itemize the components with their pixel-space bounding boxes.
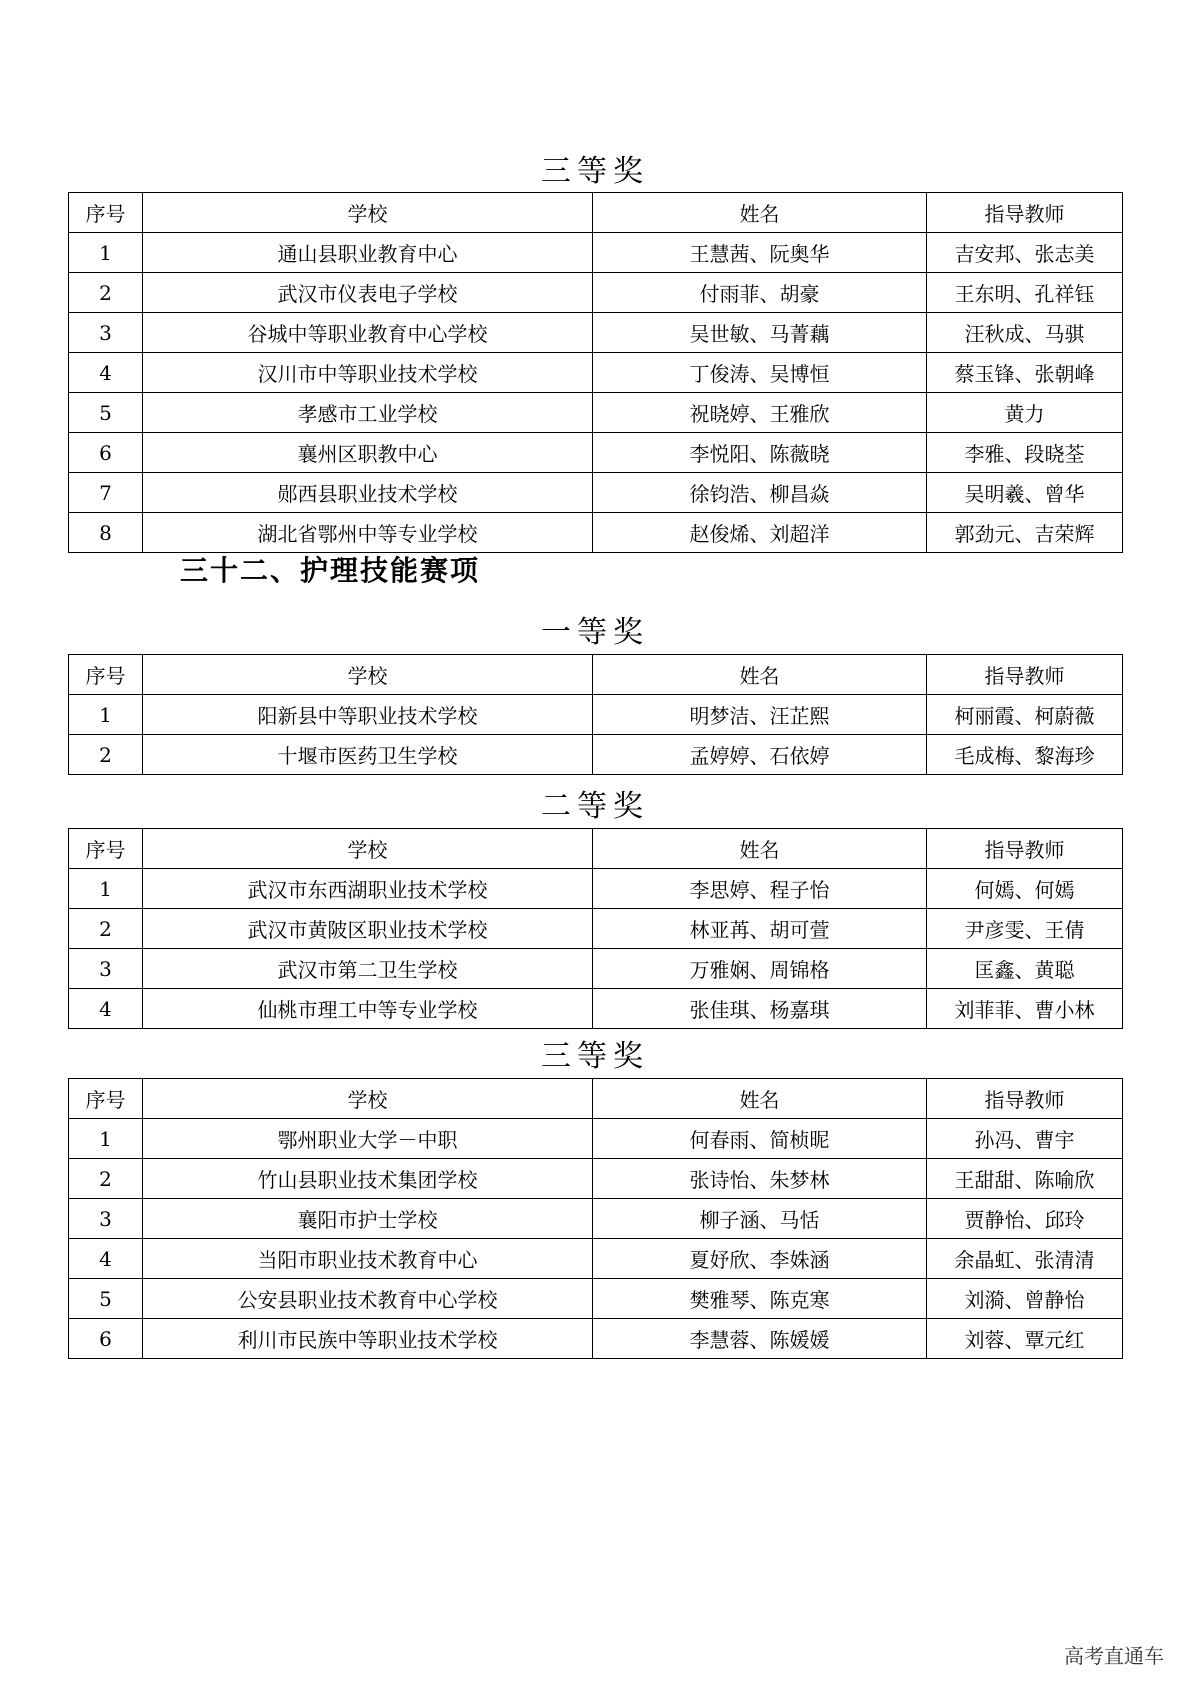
table-body (69, 869, 1123, 1029)
table-row (69, 1279, 1123, 1319)
cell-teacher: 贾静怡、邱玲 (927, 1199, 1123, 1239)
award-table-second (68, 828, 1123, 1029)
cell-name: 万雅娴、周锦格 (593, 949, 927, 989)
prize-title-third: 三等奖 (541, 1039, 649, 1074)
table-row (69, 273, 1123, 313)
cell-no: 2 (69, 1159, 143, 1199)
cell-school: 当阳市职业技术教育中心 (143, 1239, 593, 1279)
table-row (69, 869, 1123, 909)
cell-no: 6 (69, 433, 143, 473)
prize-title-second: 二等奖 (541, 789, 649, 824)
cell-name: 李思婷、程子怡 (593, 869, 927, 909)
cell-teacher: 刘蓉、覃元红 (927, 1319, 1123, 1359)
cell-school: 仙桃市理工中等专业学校 (143, 989, 593, 1029)
table-row (69, 513, 1123, 553)
table-row (69, 1319, 1123, 1359)
cell-no: 8 (69, 513, 143, 553)
cell-name: 李悦阳、陈薇晓 (593, 433, 927, 473)
cell-name: 祝晓婷、王雅欣 (593, 393, 927, 433)
cell-teacher: 郭劲元、吉荣辉 (927, 513, 1123, 553)
cell-name: 孟婷婷、石依婷 (593, 735, 927, 775)
table-row (69, 735, 1123, 775)
table-row (69, 1159, 1123, 1199)
cell-name: 吴世敏、马菁藕 (593, 313, 927, 353)
header-name: 姓名 (593, 655, 927, 695)
cell-teacher: 尹彦雯、王倩 (927, 909, 1123, 949)
cell-no: 7 (69, 473, 143, 513)
cell-no: 1 (69, 1119, 143, 1159)
table-header-row (69, 1079, 1123, 1119)
prize-title-first: 一等奖 (541, 615, 649, 650)
header-no: 序号 (69, 829, 143, 869)
cell-no: 1 (69, 695, 143, 735)
cell-school: 通山县职业教育中心 (143, 233, 593, 273)
cell-name: 王慧茜、阮奥华 (593, 233, 927, 273)
cell-no: 5 (69, 1279, 143, 1319)
cell-no: 4 (69, 353, 143, 393)
cell-name: 张佳琪、杨嘉琪 (593, 989, 927, 1029)
header-name: 姓名 (593, 1079, 927, 1119)
table-row (69, 1199, 1123, 1239)
header-teacher: 指导教师 (927, 829, 1123, 869)
cell-teacher: 李雅、段晓荃 (927, 433, 1123, 473)
cell-teacher: 孙冯、曹宇 (927, 1119, 1123, 1159)
header-school: 学校 (143, 193, 593, 233)
cell-no: 1 (69, 233, 143, 273)
table-row (69, 473, 1123, 513)
header-school: 学校 (143, 829, 593, 869)
cell-teacher: 刘漪、曾静怡 (927, 1279, 1123, 1319)
table-body (69, 233, 1123, 553)
award-table-third-prev (68, 192, 1123, 553)
cell-name: 赵俊烯、刘超洋 (593, 513, 927, 553)
cell-no: 3 (69, 949, 143, 989)
header-name: 姓名 (593, 829, 927, 869)
cell-school: 十堰市医药卫生学校 (143, 735, 593, 775)
table-header-row (69, 193, 1123, 233)
cell-teacher: 汪秋成、马骐 (927, 313, 1123, 353)
cell-teacher: 余晶虹、张清清 (927, 1239, 1123, 1279)
cell-no: 4 (69, 1239, 143, 1279)
award-table-first (68, 654, 1123, 775)
cell-school: 竹山县职业技术集团学校 (143, 1159, 593, 1199)
header-school: 学校 (143, 1079, 593, 1119)
cell-teacher: 黄力 (927, 393, 1123, 433)
section-title: 三十二、护理技能赛项 (180, 554, 481, 587)
cell-school: 襄阳市护士学校 (143, 1199, 593, 1239)
cell-no: 2 (69, 909, 143, 949)
cell-no: 2 (69, 273, 143, 313)
cell-teacher: 王甜甜、陈喻欣 (927, 1159, 1123, 1199)
cell-no: 5 (69, 393, 143, 433)
cell-no: 6 (69, 1319, 143, 1359)
cell-school: 武汉市东西湖职业技术学校 (143, 869, 593, 909)
cell-no: 2 (69, 735, 143, 775)
header-name: 姓名 (593, 193, 927, 233)
table-row (69, 949, 1123, 989)
cell-no: 3 (69, 1199, 143, 1239)
cell-no: 1 (69, 869, 143, 909)
cell-name: 徐钧浩、柳昌焱 (593, 473, 927, 513)
table-body (69, 1119, 1123, 1359)
cell-teacher: 毛成梅、黎海珍 (927, 735, 1123, 775)
cell-school: 武汉市第二卫生学校 (143, 949, 593, 989)
cell-teacher: 蔡玉锋、张朝峰 (927, 353, 1123, 393)
table-row (69, 233, 1123, 273)
table-row (69, 989, 1123, 1029)
cell-teacher: 吴明羲、曾华 (927, 473, 1123, 513)
cell-school: 鄂州职业大学－中职 (143, 1119, 593, 1159)
table-row (69, 353, 1123, 393)
cell-teacher: 王东明、孔祥钰 (927, 273, 1123, 313)
header-no: 序号 (69, 1079, 143, 1119)
cell-name: 明梦洁、汪芷熙 (593, 695, 927, 735)
cell-teacher: 何嫣、何嫣 (927, 869, 1123, 909)
cell-name: 何春雨、简桢昵 (593, 1119, 927, 1159)
table-row (69, 433, 1123, 473)
table-row (69, 695, 1123, 735)
table-row (69, 1239, 1123, 1279)
cell-name: 付雨菲、胡豪 (593, 273, 927, 313)
cell-school: 孝感市工业学校 (143, 393, 593, 433)
cell-name: 夏妤欣、李姝涵 (593, 1239, 927, 1279)
header-teacher: 指导教师 (927, 193, 1123, 233)
cell-teacher: 匡鑫、黄聪 (927, 949, 1123, 989)
header-teacher: 指导教师 (927, 1079, 1123, 1119)
table-row (69, 909, 1123, 949)
cell-name: 柳子涵、马恬 (593, 1199, 927, 1239)
watermark: 高考直通车 (1064, 1644, 1164, 1668)
header-teacher: 指导教师 (927, 655, 1123, 695)
cell-teacher: 吉安邦、张志美 (927, 233, 1123, 273)
cell-school: 阳新县中等职业技术学校 (143, 695, 593, 735)
cell-name: 张诗怡、朱梦林 (593, 1159, 927, 1199)
cell-school: 湖北省鄂州中等专业学校 (143, 513, 593, 553)
cell-school: 利川市民族中等职业技术学校 (143, 1319, 593, 1359)
table-header-row (69, 829, 1123, 869)
table-row (69, 1119, 1123, 1159)
cell-school: 武汉市仪表电子学校 (143, 273, 593, 313)
cell-name: 李慧蓉、陈媛媛 (593, 1319, 927, 1359)
cell-teacher: 刘菲菲、曹小林 (927, 989, 1123, 1029)
table-row (69, 313, 1123, 353)
cell-no: 4 (69, 989, 143, 1029)
cell-school: 汉川市中等职业技术学校 (143, 353, 593, 393)
prize-title-third-prev: 三等奖 (541, 154, 649, 189)
cell-no: 3 (69, 313, 143, 353)
cell-name: 樊雅琴、陈克寒 (593, 1279, 927, 1319)
table-body (69, 695, 1123, 775)
table-row (69, 393, 1123, 433)
header-no: 序号 (69, 193, 143, 233)
cell-school: 谷城中等职业教育中心学校 (143, 313, 593, 353)
cell-name: 林亚苒、胡可萱 (593, 909, 927, 949)
header-school: 学校 (143, 655, 593, 695)
table-header-row (69, 655, 1123, 695)
cell-school: 襄州区职教中心 (143, 433, 593, 473)
cell-name: 丁俊涛、吴博恒 (593, 353, 927, 393)
cell-school: 武汉市黄陂区职业技术学校 (143, 909, 593, 949)
header-no: 序号 (69, 655, 143, 695)
cell-school: 郧西县职业技术学校 (143, 473, 593, 513)
cell-school: 公安县职业技术教育中心学校 (143, 1279, 593, 1319)
award-table-third (68, 1078, 1123, 1359)
cell-teacher: 柯丽霞、柯蔚薇 (927, 695, 1123, 735)
